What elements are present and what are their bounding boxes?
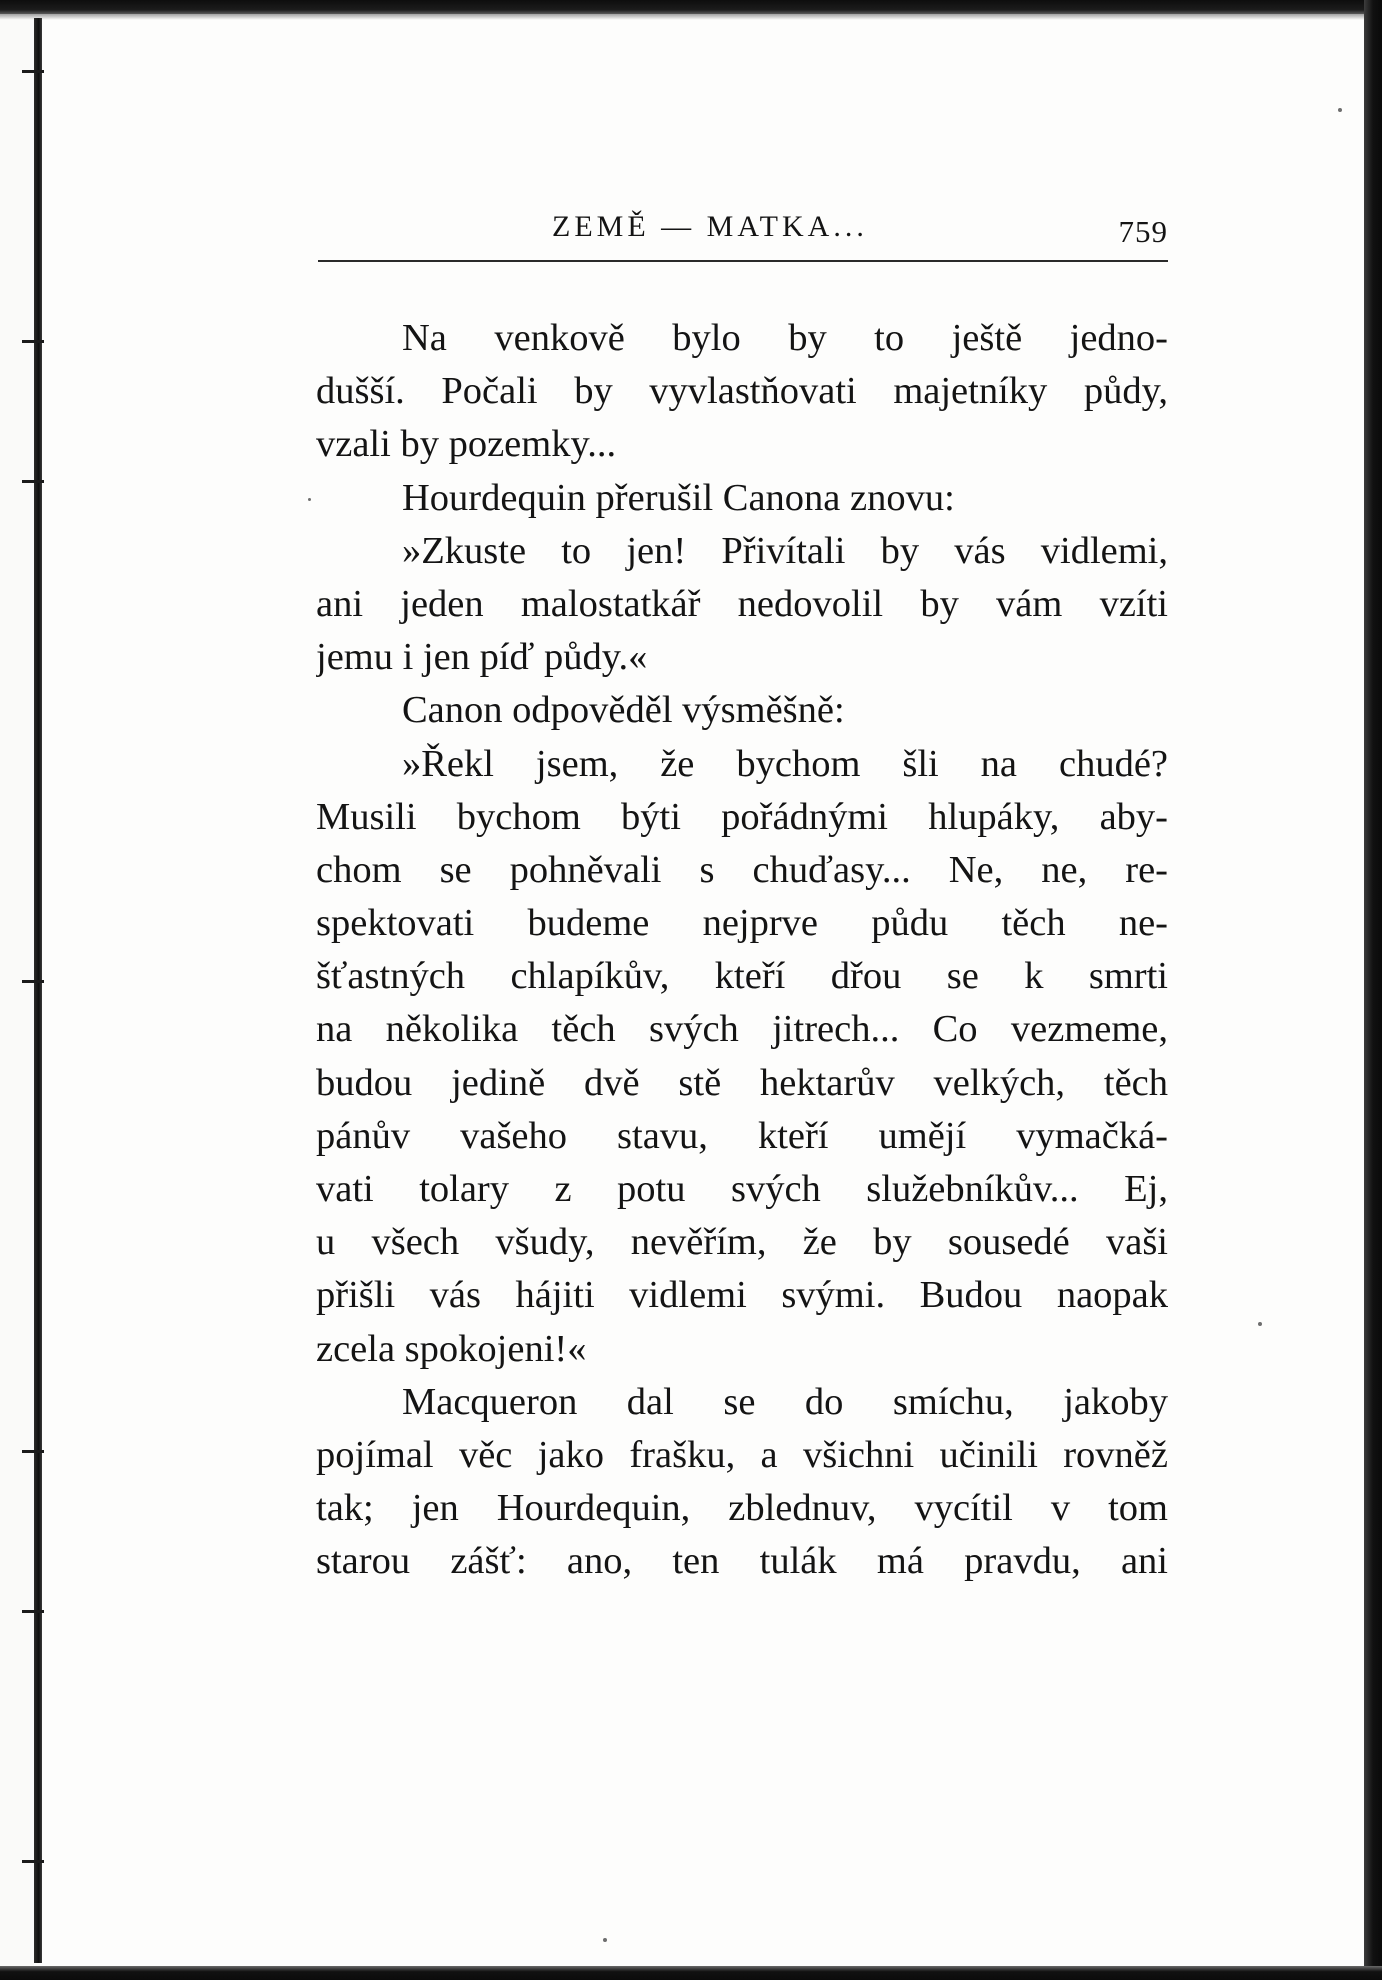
dust-speck — [603, 1938, 607, 1942]
text-line: Macqueron dal se do smíchu, jakoby — [402, 1380, 1168, 1423]
scan-mark — [22, 1610, 44, 1613]
text-line: Musili bychom býti pořádnými hlupáky, aby- — [316, 795, 1168, 838]
text-line: na několika těch svých jitrech... Co vezmeme, — [316, 1008, 1168, 1051]
scan-mark — [22, 1860, 44, 1863]
text-line: šťastných chlapíkův, kteří dřou se k smrti — [316, 955, 1168, 998]
dust-speck — [1258, 1322, 1262, 1326]
text-line: starou zášť: ano, ten tulák má pravdu, ani — [316, 1540, 1168, 1583]
text-line: Canon odpověděl výsměšně: — [402, 689, 845, 732]
scan-border-bottom — [0, 1966, 1382, 1980]
scan-margin-left — [0, 14, 34, 1980]
scan-border-left — [34, 18, 42, 1963]
text-line: tak; jen Hourdequin, zblednuv, vycítil v tom — [316, 1487, 1168, 1530]
running-title: ZEMĚ — MATKA... — [552, 210, 868, 243]
text-line: přišli vás hájiti vidlemi svými. Budou naopak — [316, 1274, 1168, 1317]
page-number: 759 — [1118, 214, 1168, 249]
dust-speck — [308, 498, 311, 501]
dust-speck — [1338, 108, 1342, 112]
scan-mark — [22, 1450, 44, 1453]
scan-border-top — [0, 0, 1382, 14]
scan-mark — [22, 340, 44, 343]
scan-border-right — [1364, 0, 1382, 1980]
text-line: u všech všudy, nevěřím, že by sousedé vaši — [316, 1221, 1168, 1264]
text-line: pánův vašeho stavu, kteří umějí vymačká- — [316, 1114, 1168, 1157]
text-line: vzali by pozemky... — [316, 423, 617, 466]
text-line: dušší. Počali by vyvlastňovati majetníky půdy, — [316, 370, 1168, 413]
scan-mark — [22, 980, 44, 983]
scan-mark — [22, 480, 44, 483]
text-line: ani jeden malostatkář nedovolil by vám vzíti — [316, 582, 1168, 625]
text-line: »Zkuste to jen! Přivítali by vás vidlemi, — [402, 529, 1168, 572]
body-text — [316, 312, 1168, 1589]
text-line: spektovati budeme nejprve půdu těch ne- — [316, 902, 1168, 945]
text-line: budou jedině dvě stě hektarův velkých, těch — [316, 1061, 1168, 1104]
text-line: chom se pohněvali s chuďasy... Ne, ne, re- — [316, 848, 1168, 891]
scan-mark — [22, 70, 44, 73]
text-line: »Řekl jsem, že bychom šli na chudé? — [402, 742, 1168, 785]
text-line: zcela spokojeni!« — [316, 1327, 587, 1370]
running-head — [318, 210, 1168, 260]
text-line: jemu i jen píď půdy.« — [316, 636, 648, 679]
text-line: vati tolary z potu svých služebníkův... Ej, — [316, 1168, 1168, 1210]
scan-shadow-top — [0, 14, 1382, 20]
header-rule — [318, 260, 1168, 262]
text-line: pojímal věc jako frašku, a všichni učinili rovněž — [316, 1433, 1168, 1476]
text-line: Na venkově bylo by to ještě jedno- — [402, 317, 1168, 359]
text-line: Hourdequin přerušil Canona znovu: — [402, 476, 955, 519]
